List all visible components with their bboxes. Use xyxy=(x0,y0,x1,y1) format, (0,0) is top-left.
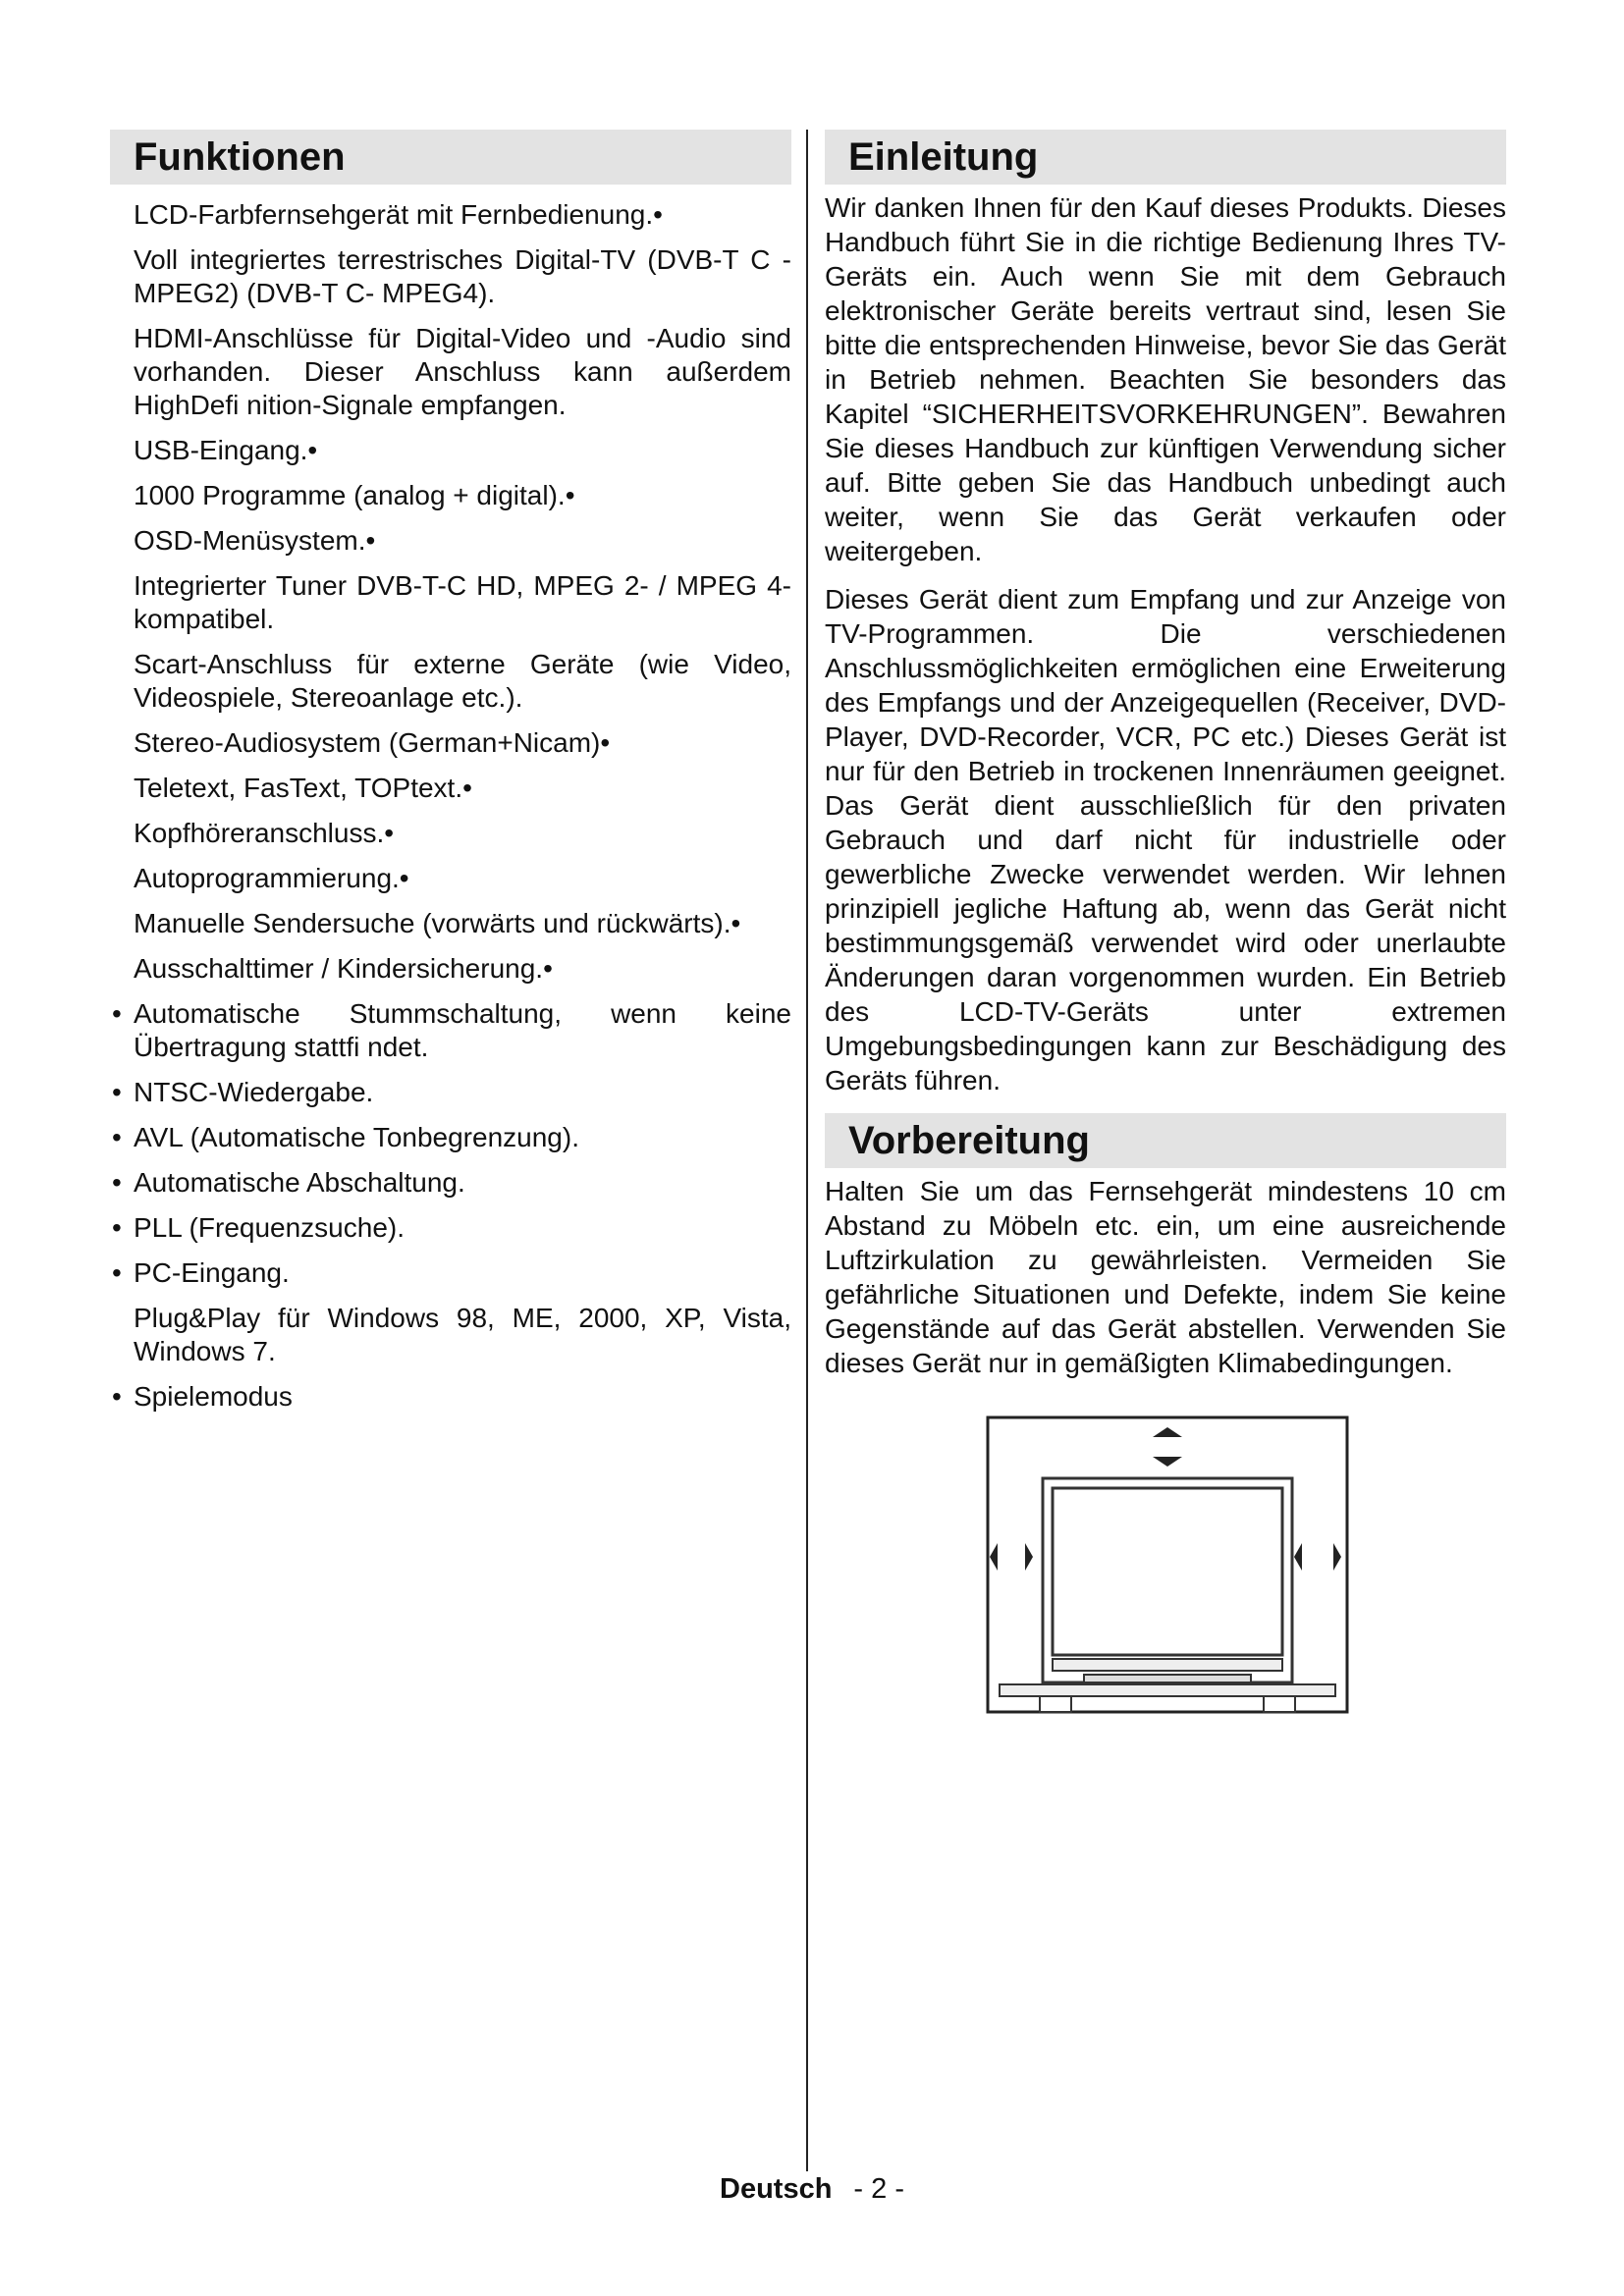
features-heading: Funktionen xyxy=(110,130,791,185)
list-item xyxy=(110,1166,791,1200)
list-item-text: Stereo-Audiosystem (German+Nicam)• xyxy=(134,727,611,758)
list-item xyxy=(110,1302,791,1368)
list-item-text: NTSC-Wiedergabe. xyxy=(134,1077,374,1107)
table-top xyxy=(1000,1684,1335,1696)
arrow-down-icon xyxy=(1153,1457,1182,1467)
features-list xyxy=(110,198,791,1414)
list-item-text: Autoprogrammierung.• xyxy=(134,863,409,893)
list-item xyxy=(110,817,791,850)
list-item xyxy=(110,952,791,986)
list-item xyxy=(110,322,791,422)
bullet: • xyxy=(112,1212,122,1243)
bullet: • xyxy=(112,998,122,1029)
list-item-text: Plug&Play für Windows 98, ME, 2000, XP, Vista, Windows 7. xyxy=(134,1303,791,1366)
introduction-paragraph: Dieses Gerät dient zum Empfang und zur Anzeige von TV-Programmen. Die verschiedenen Anschlussmöglichkeiten ermöglichen eine Erweiterung des Empfangs und der Anzeigequellen (Receiver, DVD-Player, DVD-Recorder, VCR, PC etc.) Dieses Gerät ist nur für den Betrieb in trockenen Innenräumen geeignet. Das Gerät dient ausschließlich für den privaten Gebrauch und darf nicht für industrielle oder gewerbliche Zwecke verwendet werden. Wir lehnen prinzipiell jegliche Haftung ab, wenn das Gerät nicht bestimmungsgemäß verwendet wird oder unerlaubte Änderungen daran vorgenommen wurden. Ein Betrieb des LCD-TV-Geräts unter extremen Umgebungsbedingungen kann zur Beschädigung des Geräts führen. xyxy=(825,584,1506,1095)
list-item xyxy=(110,1380,791,1414)
list-item-text: Kopfhöreranschluss.• xyxy=(134,818,395,848)
list-item xyxy=(110,243,791,310)
tv-clearance-diagram xyxy=(986,1415,1349,1714)
footer-language: Deutsch xyxy=(720,2173,833,2205)
list-item-text: Integrierter Tuner DVB-T-C HD, MPEG 2- / MPEG 4-kompatibel. xyxy=(134,570,791,634)
list-item-text: Scart-Anschluss für externe Geräte (wie Video, Videospiele, Stereoanlage etc.). xyxy=(134,649,791,713)
bullet: • xyxy=(112,1122,122,1152)
list-item xyxy=(110,648,791,715)
list-item-text: AVL (Automatische Tonbegrenzung). xyxy=(134,1122,579,1152)
right-column xyxy=(825,130,1506,1719)
list-item-text: PC-Eingang. xyxy=(134,1257,290,1288)
list-item-text: HDMI-Anschlüsse für Digital-Video und -Audio sind vorhanden. Dieser Anschluss kann außerdem HighDefi nition-Signale empfangen. xyxy=(134,323,791,420)
page-footer xyxy=(0,2173,1624,2206)
arrow-left-icon xyxy=(1294,1543,1302,1571)
bullet: • xyxy=(112,1257,122,1288)
list-item-text: Automatische Abschaltung. xyxy=(134,1167,465,1198)
list-item xyxy=(110,772,791,805)
list-item-text: OSD-Menüsystem.• xyxy=(134,525,376,556)
list-item-text: Spielemodus xyxy=(134,1381,293,1412)
tv-stand xyxy=(1084,1675,1251,1682)
list-item xyxy=(110,1256,791,1290)
list-item-text: Teletext, FasText, TOPtext.• xyxy=(134,773,472,803)
list-item-text: USB-Eingang.• xyxy=(134,435,318,465)
bullet: • xyxy=(112,1077,122,1107)
tv-bezel-bottom xyxy=(1053,1659,1282,1671)
list-item-text: LCD-Farbfernsehgerät mit Fernbedienung.• xyxy=(134,199,663,230)
arrow-up-icon xyxy=(1153,1427,1182,1437)
list-item-text: Ausschalttimer / Kindersicherung.• xyxy=(134,953,553,984)
tv-screen xyxy=(1053,1488,1282,1655)
list-item xyxy=(110,198,791,232)
list-item xyxy=(110,862,791,895)
preparation-paragraph: Halten Sie um das Fernsehgerät mindestens 10 cm Abstand zu Möbeln etc. ein, um eine ausreichende Luftzirkulation zu gewährleisten. Vermeiden Sie gefährliche Situationen und Defekte, indem Sie keine Gegenstände auf das Gerät abstellen. Verwenden Sie dieses Gerät nur in gemäßigten Klimabedingungen. xyxy=(825,1176,1506,1378)
list-item xyxy=(110,1121,791,1154)
list-item xyxy=(110,907,791,940)
preparation-heading: Vorbereitung xyxy=(825,1113,1506,1168)
list-item-text: Voll integriertes terrestrisches Digital-TV (DVB-T C - MPEG2) (DVB-T C- MPEG4). xyxy=(134,244,791,308)
bullet: • xyxy=(112,1167,122,1198)
page-number: - 2 - xyxy=(853,2173,904,2205)
list-item xyxy=(110,1211,791,1245)
bullet: • xyxy=(112,1381,122,1412)
list-item xyxy=(110,434,791,467)
arrow-right-icon xyxy=(1025,1543,1033,1571)
table-leg xyxy=(1264,1696,1295,1712)
list-item-text: PLL (Frequenzsuche). xyxy=(134,1212,405,1243)
arrow-right-icon xyxy=(1333,1543,1341,1571)
left-column xyxy=(110,130,791,1425)
introduction-heading: Einleitung xyxy=(825,130,1506,185)
list-item-text: 1000 Programme (analog + digital).• xyxy=(134,480,575,510)
arrow-left-icon xyxy=(990,1543,998,1571)
list-item xyxy=(110,524,791,558)
table-leg xyxy=(1040,1696,1071,1712)
column-divider xyxy=(806,130,808,2171)
list-item xyxy=(110,1076,791,1109)
list-item-text: Manuelle Sendersuche (vorwärts und rückwärts).• xyxy=(134,908,741,938)
introduction-paragraph: Wir danken Ihnen für den Kauf dieses Produkts. Dieses Handbuch führt Sie in die richtige Bedienung Ihres TV-Geräts ein. Auch wenn Sie mit dem Gebrauch elektronischer Geräte bereits vertraut sind, lesen Sie bitte die entsprechenden Hinweise, bevor Sie das Gerät in Betrieb nehmen. Beachten Sie besonders das Kapitel “SICHERHEITSVORKEHRUNGEN”. Bewahren Sie dieses Handbuch zur künftigen Verwendung sicher auf. Bitte geben Sie das Handbuch unbedingt auch weiter, wenn Sie das Gerät verkaufen oder weitergeben. xyxy=(825,192,1506,566)
list-item xyxy=(110,997,791,1064)
list-item xyxy=(110,569,791,636)
list-item xyxy=(110,479,791,512)
list-item xyxy=(110,726,791,760)
list-item-text: Automatische Stummschaltung, wenn keine Übertragung stattfi ndet. xyxy=(134,998,791,1062)
